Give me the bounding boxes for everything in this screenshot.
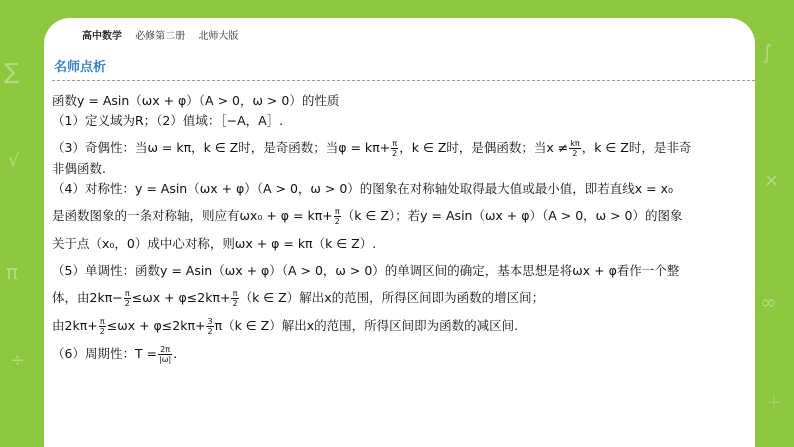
background-decoration: ∑ bbox=[4, 60, 19, 85]
fraction: $\frac{k\pi}{2}$ bbox=[570, 139, 580, 158]
fraction: $\frac{\pi}{2}$ bbox=[124, 289, 130, 308]
section-title: 名师点析 bbox=[54, 60, 107, 75]
background-decoration: π bbox=[6, 260, 19, 284]
background-decoration: ÷ bbox=[10, 350, 26, 371]
text-line: （6）周期性：T = $\frac{2\pi}{|\omega|}$ . bbox=[52, 345, 178, 364]
subject-label: 高中数学 bbox=[82, 31, 122, 42]
background-decoration: ∫ bbox=[762, 40, 773, 64]
fraction: $\frac{\pi}{2}$ bbox=[232, 289, 238, 308]
background-decoration: ∞ bbox=[760, 290, 777, 314]
content-card bbox=[44, 18, 755, 447]
page-header bbox=[82, 27, 248, 42]
fraction: $\frac{\pi}{2}$ bbox=[334, 207, 340, 226]
text-line: 是函数图象的一条对称轴，则应有ωx₀ + φ = kπ+ $\frac{\pi}{2}$ （k ∈ Z）；若y = Asin（ωx + φ）（A > 0，ω > 0）的图象 bbox=[52, 207, 683, 226]
publisher-label: 北师大版 bbox=[198, 31, 239, 42]
book-label: 必修第二册 bbox=[135, 31, 186, 42]
fraction: $\frac{\pi}{2}$ bbox=[392, 139, 398, 158]
background-decoration: ＋ bbox=[766, 393, 783, 412]
dashed-divider bbox=[52, 80, 755, 81]
text-line: 由2kπ+ $\frac{\pi}{2}$ ≤ωx + φ≤2kπ+ $\frac{3}{2}$ π（k ∈ Z）解出x的范围，所得区间即为函数的减区间. bbox=[52, 317, 519, 336]
text-line: （4）对称性：y = Asin（ωx + φ）（A > 0，ω > 0）的图象在对称轴处取得最大值或最小值，即若直线x = x₀ bbox=[52, 181, 674, 196]
background-decoration: √ bbox=[8, 150, 20, 171]
fraction: $\frac{\pi}{2}$ bbox=[99, 317, 105, 336]
text-line: （1）定义域为R；（2）值域：［−A，A］. bbox=[52, 113, 284, 128]
text-line: （3）奇偶性：当ω = kπ，k ∈ Z时，是奇函数；当φ = kπ+ $\frac{\pi}{2}$ ，k ∈ Z时，是偶函数；当x ≠ $\frac{k\pi}{2}$ ，k ∈ Z时，是非奇 bbox=[52, 139, 692, 158]
text-line: 关于点（x₀，0）成中心对称，则ωx + φ = kπ（k ∈ Z）. bbox=[52, 236, 377, 251]
content-body bbox=[52, 92, 740, 373]
text-line: 函数y = Asin（ωx + φ）（A > 0，ω > 0）的性质 bbox=[52, 93, 340, 108]
text-line: 非偶函数. bbox=[52, 161, 106, 176]
fraction: $\frac{3}{2}$ bbox=[207, 317, 213, 336]
fraction: $\frac{2\pi}{|\omega|}$ bbox=[159, 345, 172, 364]
text-line: 体，由2kπ− $\frac{\pi}{2}$ ≤ωx + φ≤2kπ+ $\frac{\pi}{2}$ （k ∈ Z）解出x的范围，所得区间即为函数的增区间； bbox=[52, 289, 545, 308]
text-line: （5）单调性：函数y = Asin（ωx + φ）（A > 0，ω > 0）的单调区间的确定，基本思想是将ωx + φ看作一个整 bbox=[52, 263, 680, 278]
background-decoration: × bbox=[764, 170, 780, 191]
